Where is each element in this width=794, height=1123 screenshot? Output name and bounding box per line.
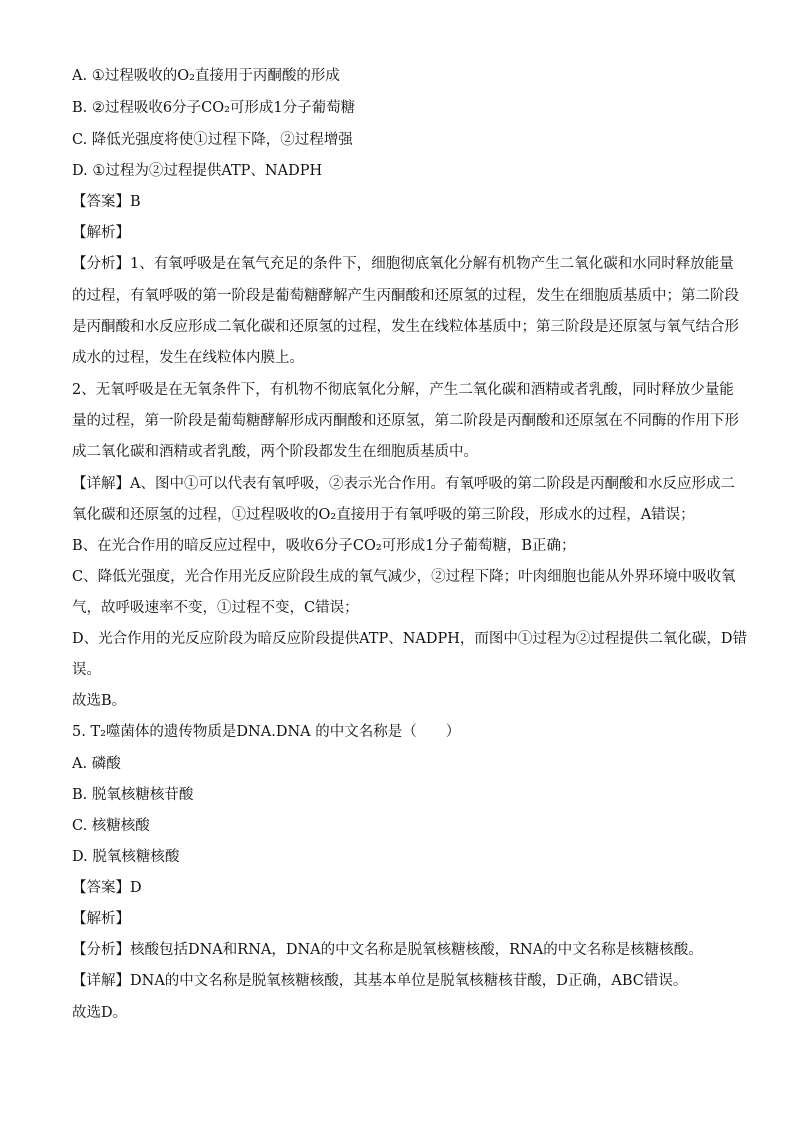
- q4-option-b: B. ②过程吸收6分子CO₂可形成1分子葡萄糖: [72, 100, 356, 116]
- q5-fenxi: 【分析】核酸包括DNA和RNA，DNA的中文名称是脱氧核糖核酸，RNA的中文名称是核糖核酸。: [72, 942, 703, 958]
- q5-option-b: B. 脱氧核糖核苷酸: [72, 787, 194, 803]
- q4-xiangjie-line-2: 氧化碳和还原氢的过程，①过程吸收的O₂直接用于有氧呼吸的第三阶段，形成水的过程，A错误；: [72, 507, 695, 523]
- q5-option-a: A. 磷酸: [72, 756, 121, 772]
- q4-xiangjie-line-3: B、在光合作用的暗反应过程中，吸收6分子CO₂可形成1分子葡萄糖，B正确；: [72, 538, 576, 554]
- q4-fenxi-line-4: 成水的过程，发生在线粒体内膜上。: [72, 350, 304, 366]
- q5-option-d: D. 脱氧核糖核酸: [72, 849, 180, 865]
- q4-fenxi-line-5: 2、无氧呼吸是在无氧条件下，有机物不彻底氧化分解，产生二氧化碳和酒精或者乳酸，同时释放少量能: [72, 382, 734, 398]
- q4-analysis-title: 【解析】: [72, 225, 130, 241]
- q4-conclusion: 故选B。: [72, 693, 127, 709]
- q5-xiangjie: 【详解】DNA的中文名称是脱氧核糖核酸，其基本单位是脱氧核糖核苷酸，D正确，ABC错误。: [72, 973, 688, 989]
- q4-answer: 【答案】B: [72, 194, 141, 210]
- q5-answer: 【答案】D: [72, 880, 142, 896]
- q4-fenxi-line-2: 的过程，有氧呼吸的第一阶段是葡萄糖酵解产生丙酮酸和还原氢的过程，发生在细胞质基质中；第二阶段: [72, 288, 739, 304]
- q4-xiangjie-line-7: 误。: [72, 662, 101, 678]
- q4-fenxi-line-7: 成二氧化碳和酒精或者乳酸，两个阶段都发生在细胞质基质中。: [72, 444, 478, 460]
- q4-option-d: D. ①过程为②过程提供ATP、NADPH: [72, 163, 323, 179]
- q4-option-c: C. 降低光强度将使①过程下降，②过程增强: [72, 132, 353, 148]
- q4-fenxi-line-6: 量的过程，第一阶段是葡萄糖酵解形成丙酮酸和还原氢，第二阶段是丙酮酸和还原氢在不同酶的作用下形: [72, 413, 739, 429]
- q4-fenxi-line-1: 【分析】1、有氧呼吸是在氧气充足的条件下，细胞彻底氧化分解有机物产生二氧化碳和水同时释放能量: [72, 256, 734, 272]
- q4-xiangjie-line-4: C、降低光强度，光合作用光反应阶段生成的氧气减少，②过程下降；叶肉细胞也能从外界环境中吸收氧: [72, 569, 736, 585]
- q5-analysis-title: 【解析】: [72, 911, 130, 927]
- q4-xiangjie-line-5: 气，故呼吸速率不变，①过程不变，C错误；: [72, 600, 359, 616]
- q4-xiangjie-line-1: 【详解】A、图中①可以代表有氧呼吸，②表示光合作用。有氧呼吸的第二阶段是丙酮酸和水反应形成二: [72, 476, 735, 492]
- q5-stem: 5. T₂噬菌体的遗传物质是DNA.DNA 的中文名称是（ ）: [72, 724, 461, 740]
- q4-option-a: A. ①过程吸收的O₂直接用于丙酮酸的形成: [72, 68, 340, 84]
- q4-fenxi-line-3: 是丙酮酸和水反应形成二氧化碳和还原氢的过程，发生在线粒体基质中；第三阶段是还原氢与氧气结合形: [72, 319, 739, 335]
- q5-option-c: C. 核糖核酸: [72, 818, 150, 834]
- q4-xiangjie-line-6: D、光合作用的光反应阶段为暗反应阶段提供ATP、NADPH，而图中①过程为②过程提供二氧化碳，D错: [72, 631, 748, 647]
- q5-conclusion: 故选D。: [72, 1005, 128, 1021]
